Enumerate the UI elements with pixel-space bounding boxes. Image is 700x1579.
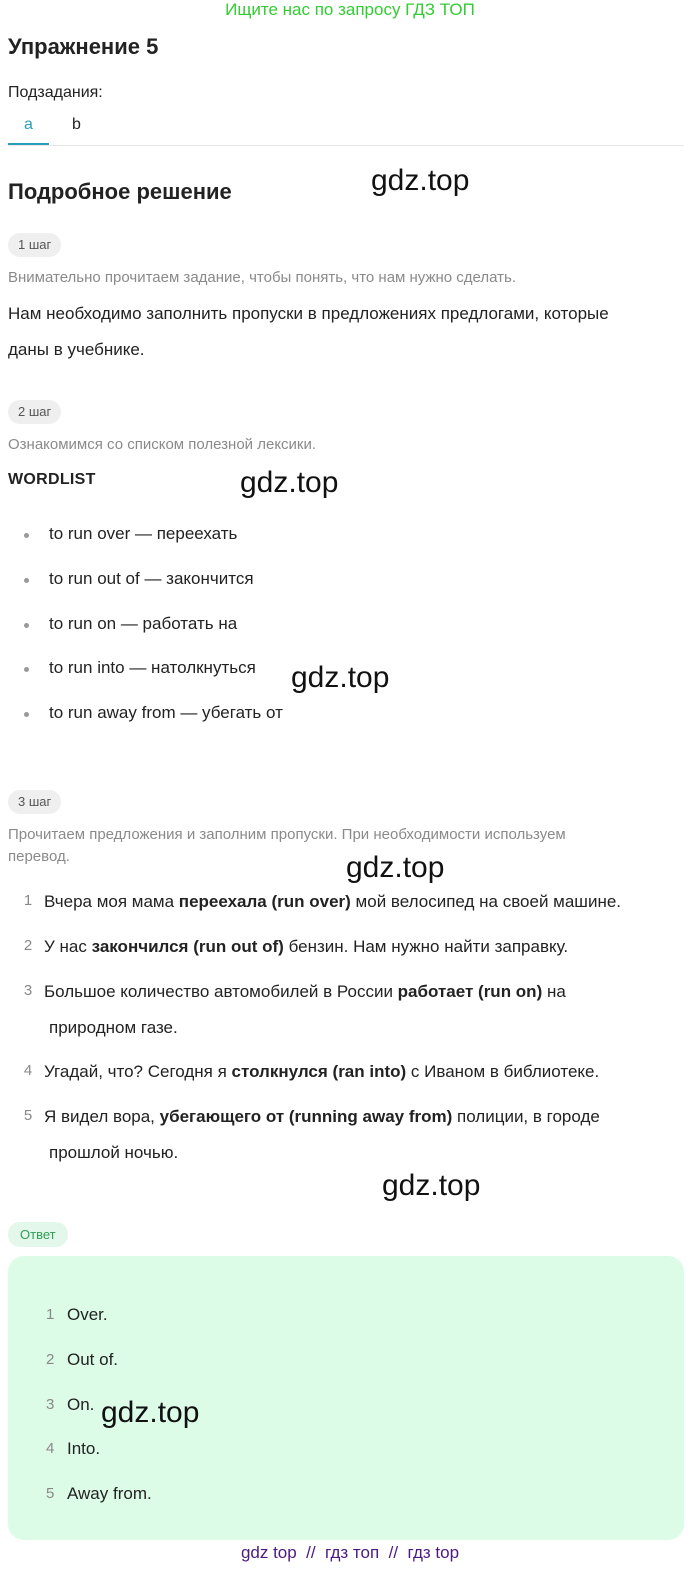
footer-links[interactable]: gdz top // гдз топ // гдз top: [240, 1543, 460, 1562]
sentence-index: 3: [23, 982, 33, 999]
step1-hint: Внимательно прочитаем задание, чтобы понять, что нам нужно сделать.: [8, 269, 517, 286]
wordlist-item-text: to run away from — убегать от: [49, 703, 283, 722]
sentence-continuation: природном газе.: [49, 1018, 178, 1037]
answer-text: Over.: [67, 1305, 108, 1324]
bullet-dot: [24, 578, 29, 583]
top-banner[interactable]: Ищите нас по запросу ГДЗ ТОП: [225, 0, 475, 19]
answer-text: On.: [67, 1395, 95, 1414]
sentence-index: 4: [23, 1062, 33, 1079]
step1-text-line-1: Нам необходимо заполнить пропуски в предложениях предлогами, которые: [8, 304, 609, 323]
bullet-dot: [24, 712, 29, 717]
wordlist-item-text: to run out of — закончится: [49, 569, 254, 588]
watermark: gdz.top: [291, 661, 390, 694]
watermark: gdz.top: [240, 466, 339, 499]
step3-hint-line-1: Прочитаем предложения и заполним пропуски. При необходимости используем: [8, 826, 566, 843]
answer-text: Out of.: [67, 1350, 119, 1369]
sentence-text: Я видел вора, убегающего от (running away from) полиции, в городе: [44, 1107, 600, 1126]
sentence-index: 2: [23, 937, 33, 954]
sentence-text: У нас закончился (run out of) бензин. Нам нужно найти заправку.: [44, 937, 569, 956]
watermark: gdz.top: [346, 851, 445, 884]
wordlist-item-text: to run on — работать на: [49, 614, 238, 633]
subtasks-label: Подзадания:: [8, 84, 103, 101]
tab-a[interactable]: a: [8, 113, 49, 145]
step-badge-3: 3 шаг: [8, 790, 61, 814]
section-title: Подробное решение: [8, 179, 232, 204]
wordlist-heading: WORDLIST: [8, 471, 96, 488]
sentence-continuation: прошлой ночью.: [49, 1143, 179, 1162]
step3-hint-line-2: перевод.: [8, 848, 70, 865]
answer-index: 5: [46, 1485, 55, 1502]
subtask-tabs: [8, 113, 684, 146]
answer-text: Away from.: [67, 1484, 152, 1503]
sentence-text: Угадай, что? Сегодня я столкнулся (ran into) с Иваном в библиотеке.: [44, 1062, 600, 1081]
answer-index: 1: [46, 1306, 55, 1323]
answer-badge: Ответ: [8, 1222, 68, 1247]
answer-index: 4: [46, 1440, 55, 1457]
answer-index: 3: [46, 1396, 55, 1413]
sentence-index: 5: [23, 1107, 33, 1124]
sentence-text: Вчера моя мама переехала (run over) мой велосипед на своей машине.: [44, 892, 622, 911]
watermark: gdz.top: [371, 164, 470, 197]
wordlist-item-text: to run over — переехать: [49, 524, 238, 543]
answer-text: Into.: [67, 1439, 101, 1458]
bullet-dot: [24, 623, 29, 628]
bullet-dot: [24, 533, 29, 538]
answer-index: 2: [46, 1351, 55, 1368]
bullet-dot: [24, 667, 29, 672]
exercise-title: Упражнение 5: [8, 34, 159, 59]
sentence-text: Большое количество автомобилей в России работает (run on) на: [44, 982, 566, 1001]
watermark: gdz.top: [101, 1396, 200, 1429]
sentence-index: 1: [23, 892, 33, 909]
step2-hint: Ознакомимся со списком полезной лексики.: [8, 436, 317, 453]
step-badge-2: 2 шаг: [8, 400, 61, 424]
step-badge-1: 1 шаг: [8, 233, 61, 257]
watermark: gdz.top: [382, 1169, 481, 1202]
wordlist-item-text: to run into — натолкнуться: [49, 658, 256, 677]
tab-b[interactable]: b: [72, 116, 81, 133]
step1-text-line-2: даны в учебнике.: [8, 340, 145, 359]
